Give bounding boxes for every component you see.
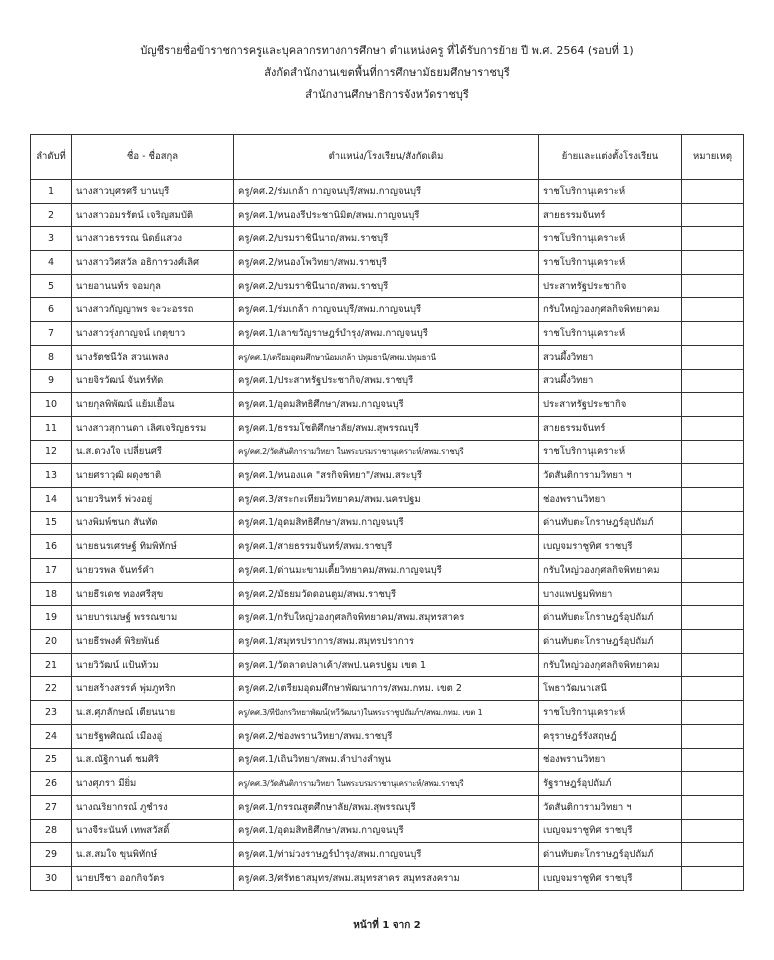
row-number-cell: 12 <box>31 440 72 464</box>
remark-cell <box>682 653 744 677</box>
old-position-cell: ครู/คศ.1/เตรียมอุดมศึกษาน้อมเกล้า ปทุมธานี/สพม.ปทุมธานี <box>234 345 539 369</box>
remark-cell <box>682 464 744 488</box>
table-row <box>31 866 744 890</box>
row-number-cell: 24 <box>31 724 72 748</box>
name-cell: นางสาวบุศรศรี บานบุรี <box>72 180 234 204</box>
row-number-cell: 22 <box>31 677 72 701</box>
row-number-cell: 23 <box>31 701 72 725</box>
row-number-cell: 15 <box>31 511 72 535</box>
name-cell: นายธีรพงศ์ พิริยพันธ์ <box>72 630 234 654</box>
new-school-cell: ราชโบริกานุเคราะห์ <box>539 701 682 725</box>
document-office: สำนักงานศึกษาธิการจังหวัดราชบุรี <box>305 88 469 101</box>
old-position-cell: ครู/คศ.3/ศรัทธาสมุทร/สพม.สมุทรสาคร สมุทรสงคราม <box>234 866 539 890</box>
name-cell: นายวรพล จันทร์คำ <box>72 559 234 583</box>
name-cell: นายวรินทร์ พ่วงอยู่ <box>72 487 234 511</box>
new-school-cell: สายธรรมจันทร์ <box>539 416 682 440</box>
name-cell: นายอานนท์ร จอมกุล <box>72 274 234 298</box>
new-school-cell: ราชโบริกานุเคราะห์ <box>539 440 682 464</box>
table-row <box>31 795 744 819</box>
name-cell: นางสาวสุกานดา เลิศเจริญธรรม <box>72 416 234 440</box>
name-cell: นางสาววิศสวัล อธิการวงศ์เลิศ <box>72 251 234 275</box>
remark-cell <box>682 701 744 725</box>
new-school-cell: ราชโบริกานุเคราะห์ <box>539 180 682 204</box>
name-cell: นางศุภรา มียิ่ม <box>72 772 234 796</box>
name-cell: นางณริยากรณ์ ภูชำรง <box>72 795 234 819</box>
row-number-cell: 8 <box>31 345 72 369</box>
old-position-cell: ครู/คศ.1/วัดลาดปลาเค้า/สพป.นครปฐม เขต 1 <box>234 653 539 677</box>
row-number-cell: 7 <box>31 322 72 346</box>
name-cell: นายวิวัฒน์ แป้นท้วม <box>72 653 234 677</box>
table-row <box>31 653 744 677</box>
table-row <box>31 606 744 630</box>
table-row <box>31 180 744 204</box>
remark-cell <box>682 345 744 369</box>
old-position-cell: ครู/คศ.2/หนองโพวิทยา/สพม.ราชบุรี <box>234 251 539 275</box>
new-school-cell: ด่านทับตะโกราษฎร์อุปถัมภ์ <box>539 511 682 535</box>
row-number-cell: 21 <box>31 653 72 677</box>
remark-cell <box>682 559 744 583</box>
row-number-cell: 13 <box>31 464 72 488</box>
row-number-cell: 4 <box>31 251 72 275</box>
name-cell: นายจิรวัฒน์ จันทร์ทัด <box>72 369 234 393</box>
new-school-cell: เบญจมราชูทิศ ราชบุรี <box>539 866 682 890</box>
remark-cell <box>682 180 744 204</box>
remark-cell <box>682 298 744 322</box>
table-row <box>31 440 744 464</box>
remark-cell <box>682 251 744 275</box>
new-school-cell: บางแพปฐมพิทยา <box>539 582 682 606</box>
remark-cell <box>682 748 744 772</box>
table-row <box>31 748 744 772</box>
old-position-cell: ครู/คศ.1/หนองแค "สรกิจพิทยา"/สพม.สระบุรี <box>234 464 539 488</box>
old-position-cell: ครู/คศ.1/เถินวิทยา/สพม.ลำปางลำพูน <box>234 748 539 772</box>
new-school-cell: ช่องพรานวิทยา <box>539 748 682 772</box>
table-row <box>31 274 744 298</box>
remark-cell <box>682 322 744 346</box>
row-number-cell: 29 <box>31 843 72 867</box>
row-number-cell: 10 <box>31 393 72 417</box>
name-cell: นางจีระนันท์ เทพสวัสดิ์ <box>72 819 234 843</box>
table-row <box>31 322 744 346</box>
old-position-cell: ครู/คศ.1/สายธรรมจันทร์/สพม.ราชบุรี <box>234 535 539 559</box>
table-row <box>31 464 744 488</box>
new-school-cell: สวนผึ้งวิทยา <box>539 345 682 369</box>
table-row <box>31 345 744 369</box>
table-row <box>31 630 744 654</box>
old-position-cell: ครู/คศ.1/อุดมสิทธิศึกษา/สพม.กาญจนบุรี <box>234 511 539 535</box>
remark-cell <box>682 772 744 796</box>
old-position-cell: ครู/คศ.3/สระกะเทียมวิทยาคม/สพม.นครปฐม <box>234 487 539 511</box>
name-cell: น.ส.ดวงใจ เปลี่ยนศรี <box>72 440 234 464</box>
new-school-cell: ช่องพรานวิทยา <box>539 487 682 511</box>
row-number-cell: 6 <box>31 298 72 322</box>
table-row <box>31 701 744 725</box>
table-row <box>31 843 744 867</box>
table-body <box>31 180 744 891</box>
old-position-cell: ครู/คศ.1/ท่าม่วงราษฎร์บำรุง/สพม.กาญจนบุรี <box>234 843 539 867</box>
row-number-cell: 3 <box>31 227 72 251</box>
remark-cell <box>682 227 744 251</box>
table-row <box>31 227 744 251</box>
table-row <box>31 487 744 511</box>
name-cell: นายปรีชา ออกกิจวัตร <box>72 866 234 890</box>
new-school-cell: สวนผึ้งวิทยา <box>539 369 682 393</box>
table-row <box>31 298 744 322</box>
new-school-cell: เบญจมราชูทิศ ราชบุรี <box>539 535 682 559</box>
row-number-cell: 30 <box>31 866 72 890</box>
name-cell: นายธีรเดช ทองศรีสุข <box>72 582 234 606</box>
name-cell: น.ส.สมใจ ขุนพิทักษ์ <box>72 843 234 867</box>
old-position-cell: ครู/คศ.1/กรรณสูตศึกษาลัย/สพม.สุพรรณบุรี <box>234 795 539 819</box>
name-cell: น.ส.ณัฐิกานต์ ชมศิริ <box>72 748 234 772</box>
remark-cell <box>682 630 744 654</box>
page-number: หน้าที่ 1 จาก 2 <box>353 920 421 931</box>
new-school-cell: ประสาทรัฐประชากิจ <box>539 274 682 298</box>
new-school-cell: ด่านทับตะโกราษฎร์อุปถัมภ์ <box>539 630 682 654</box>
row-number-cell: 9 <box>31 369 72 393</box>
name-cell: นายบารเมษฐ์ พรรณขาม <box>72 606 234 630</box>
old-position-cell: ครู/คศ.1/อุดมสิทธิศึกษา/สพม.กาญจนบุรี <box>234 393 539 417</box>
old-position-cell: ครู/คศ.1/ธรรมโชติศึกษาลัย/สพม.สุพรรณบุรี <box>234 416 539 440</box>
name-cell: นายศราวุฒิ ผดุงชาติ <box>72 464 234 488</box>
row-number-cell: 28 <box>31 819 72 843</box>
remark-cell <box>682 724 744 748</box>
table-row <box>31 724 744 748</box>
new-school-cell: กรับใหญ่วองกุศลกิจพิทยาคม <box>539 298 682 322</box>
column-header-new-school: ย้ายและแต่งตั้งโรงเรียน <box>539 135 682 180</box>
document-subtitle: สังกัดสำนักงานเขตพื้นที่การศึกษามัธยมศึกษาราชบุรี <box>264 66 510 79</box>
name-cell: นางพิมพ์ชนก สันทัด <box>72 511 234 535</box>
remark-cell <box>682 582 744 606</box>
old-position-cell: ครู/คศ.3/ทีปังกรวิทยาพัฒน์(ทวีวัฒนา)ในพระราชูปถัมภ์ฯ/สพม.กทม. เขต 1 <box>234 701 539 725</box>
new-school-cell: ด่านทับตะโกราษฎร์อุปถัมภ์ <box>539 606 682 630</box>
table-row <box>31 416 744 440</box>
table-row <box>31 203 744 227</box>
old-position-cell: ครู/คศ.2/มัธยมวัดดอนตูม/สพม.ราชบุรี <box>234 582 539 606</box>
remark-cell <box>682 843 744 867</box>
table-row <box>31 677 744 701</box>
remark-cell <box>682 440 744 464</box>
new-school-cell: ประสาทรัฐประชากิจ <box>539 393 682 417</box>
old-position-cell: ครู/คศ.1/ร่มเกล้า กาญจนบุรี/สพม.กาญจนบุรี <box>234 298 539 322</box>
table-row <box>31 369 744 393</box>
new-school-cell: ราชโบริกานุเคราะห์ <box>539 227 682 251</box>
document-title: บัญชีรายชื่อข้าราชการครูและบุคลากรทางการศึกษา ตำแหน่งครู ที่ได้รับการย้าย ปี พ.ศ. 2564 (รอบที่ 1) <box>140 44 634 57</box>
row-number-cell: 20 <box>31 630 72 654</box>
row-number-cell: 25 <box>31 748 72 772</box>
new-school-cell: วัดสันติการามวิทยา ฯ <box>539 795 682 819</box>
row-number-cell: 2 <box>31 203 72 227</box>
column-header-remark: หมายเหตุ <box>682 135 744 180</box>
remark-cell <box>682 819 744 843</box>
remark-cell <box>682 795 744 819</box>
name-cell: นางสาวธรรรณ นิดย์แสวง <box>72 227 234 251</box>
name-cell: นายกุลพิพัฒน์ แย้มเยื้อน <box>72 393 234 417</box>
column-header-name: ชื่อ - ชื่อสกุล <box>72 135 234 180</box>
row-number-cell: 14 <box>31 487 72 511</box>
row-number-cell: 5 <box>31 274 72 298</box>
new-school-cell: สายธรรมจันทร์ <box>539 203 682 227</box>
new-school-cell: วัดสันติการามวิทยา ฯ <box>539 464 682 488</box>
old-position-cell: ครู/คศ.2/บรมราชินีนาถ/สพม.ราชบุรี <box>234 274 539 298</box>
name-cell: นางสาวอมรรัตน์ เจริญสมบัติ <box>72 203 234 227</box>
remark-cell <box>682 487 744 511</box>
old-position-cell: ครู/คศ.1/กรับใหญ่วองกุศลกิจพิทยาคม/สพม.สมุทรสาคร <box>234 606 539 630</box>
new-school-cell: กรับใหญ่วองกุศลกิจพิทยาคม <box>539 559 682 583</box>
new-school-cell: ด่านทับตะโกราษฎร์อุปถัมภ์ <box>539 843 682 867</box>
row-number-cell: 1 <box>31 180 72 204</box>
table-row <box>31 511 744 535</box>
new-school-cell: รัฐราษฎร์อุปถัมภ์ <box>539 772 682 796</box>
document-header <box>0 40 774 106</box>
remark-cell <box>682 511 744 535</box>
row-number-cell: 27 <box>31 795 72 819</box>
new-school-cell: กรับใหญ่วองกุศลกิจพิทยาคม <box>539 653 682 677</box>
remark-cell <box>682 393 744 417</box>
name-cell: นางสาวกัญญาพร จะวะอรรถ <box>72 298 234 322</box>
old-position-cell: ครู/คศ.2/เตรียมอุดมศึกษาพัฒนาการ/สพม.กทม. เขต 2 <box>234 677 539 701</box>
column-header-order: ลำดับที่ <box>31 135 72 180</box>
remark-cell <box>682 274 744 298</box>
old-position-cell: ครู/คศ.1/ด่านมะขามเตี้ยวิทยาคม/สพม.กาญจนบุรี <box>234 559 539 583</box>
row-number-cell: 11 <box>31 416 72 440</box>
row-number-cell: 18 <box>31 582 72 606</box>
remark-cell <box>682 606 744 630</box>
old-position-cell: ครู/คศ.1/เลาขวัญราษฎร์บำรุง/สพม.กาญจนบุรี <box>234 322 539 346</box>
old-position-cell: ครู/คศ.2/วัดสันติการามวิทยา ในพระบรมราชานุเคราะห์/สพม.ราชบุรี <box>234 440 539 464</box>
remark-cell <box>682 369 744 393</box>
name-cell: นายรัฐพศิณณ์ เมืองอู่ <box>72 724 234 748</box>
old-position-cell: ครู/คศ.1/ประสาทรัฐประชากิจ/สพม.ราชบุรี <box>234 369 539 393</box>
new-school-cell: ครุราษฎร์รังสฤษฎ์ <box>539 724 682 748</box>
old-position-cell: ครู/คศ.1/สมุทรปราการ/สพม.สมุทรปราการ <box>234 630 539 654</box>
old-position-cell: ครู/คศ.1/อุดมสิทธิศึกษา/สพม.กาญจนบุรี <box>234 819 539 843</box>
row-number-cell: 16 <box>31 535 72 559</box>
table-row <box>31 393 744 417</box>
table-row <box>31 819 744 843</box>
old-position-cell: ครู/คศ.1/หนองรีประชานิมิต/สพม.กาญจนบุรี <box>234 203 539 227</box>
name-cell: นายสร้างสรรค์ พุ่มภูทริก <box>72 677 234 701</box>
name-cell: นายธนรเศรษฐ์ ทิมพิทักษ์ <box>72 535 234 559</box>
table-row <box>31 772 744 796</box>
remark-cell <box>682 535 744 559</box>
table-row <box>31 559 744 583</box>
old-position-cell: ครู/คศ.2/บรมราชินีนาถ/สพม.ราชบุรี <box>234 227 539 251</box>
table-row <box>31 582 744 606</box>
row-number-cell: 17 <box>31 559 72 583</box>
old-position-cell: ครู/คศ.2/ช่องพรานวิทยา/สพม.ราชบุรี <box>234 724 539 748</box>
remark-cell <box>682 677 744 701</box>
old-position-cell: ครู/คศ.2/ร่มเกล้า กาญจนบุรี/สพม.กาญจนบุรี <box>234 180 539 204</box>
new-school-cell: เบญจมราชูทิศ ราชบุรี <box>539 819 682 843</box>
row-number-cell: 26 <box>31 772 72 796</box>
name-cell: นางสาวรุ่งกาญจน์ เกตุขาว <box>72 322 234 346</box>
remark-cell <box>682 203 744 227</box>
new-school-cell: ราชโบริกานุเคราะห์ <box>539 251 682 275</box>
old-position-cell: ครู/คศ.3/วัดสันติการามวิทยา ในพระบรมราชานุเคราะห์/สพม.ราชบุรี <box>234 772 539 796</box>
remark-cell <box>682 866 744 890</box>
new-school-cell: โพธาวัฒนาเสนี <box>539 677 682 701</box>
new-school-cell: ราชโบริกานุเคราะห์ <box>539 322 682 346</box>
transfer-table <box>30 134 744 891</box>
name-cell: นางรัตชนีวัล สวนเพลง <box>72 345 234 369</box>
table-row <box>31 251 744 275</box>
name-cell: น.ส.ศุภลักษณ์ เตียนนาย <box>72 701 234 725</box>
table-row <box>31 535 744 559</box>
remark-cell <box>682 416 744 440</box>
row-number-cell: 19 <box>31 606 72 630</box>
column-header-old-position: ตำแหน่ง/โรงเรียน/สังกัดเดิม <box>234 135 539 180</box>
table-header-row <box>31 135 744 180</box>
